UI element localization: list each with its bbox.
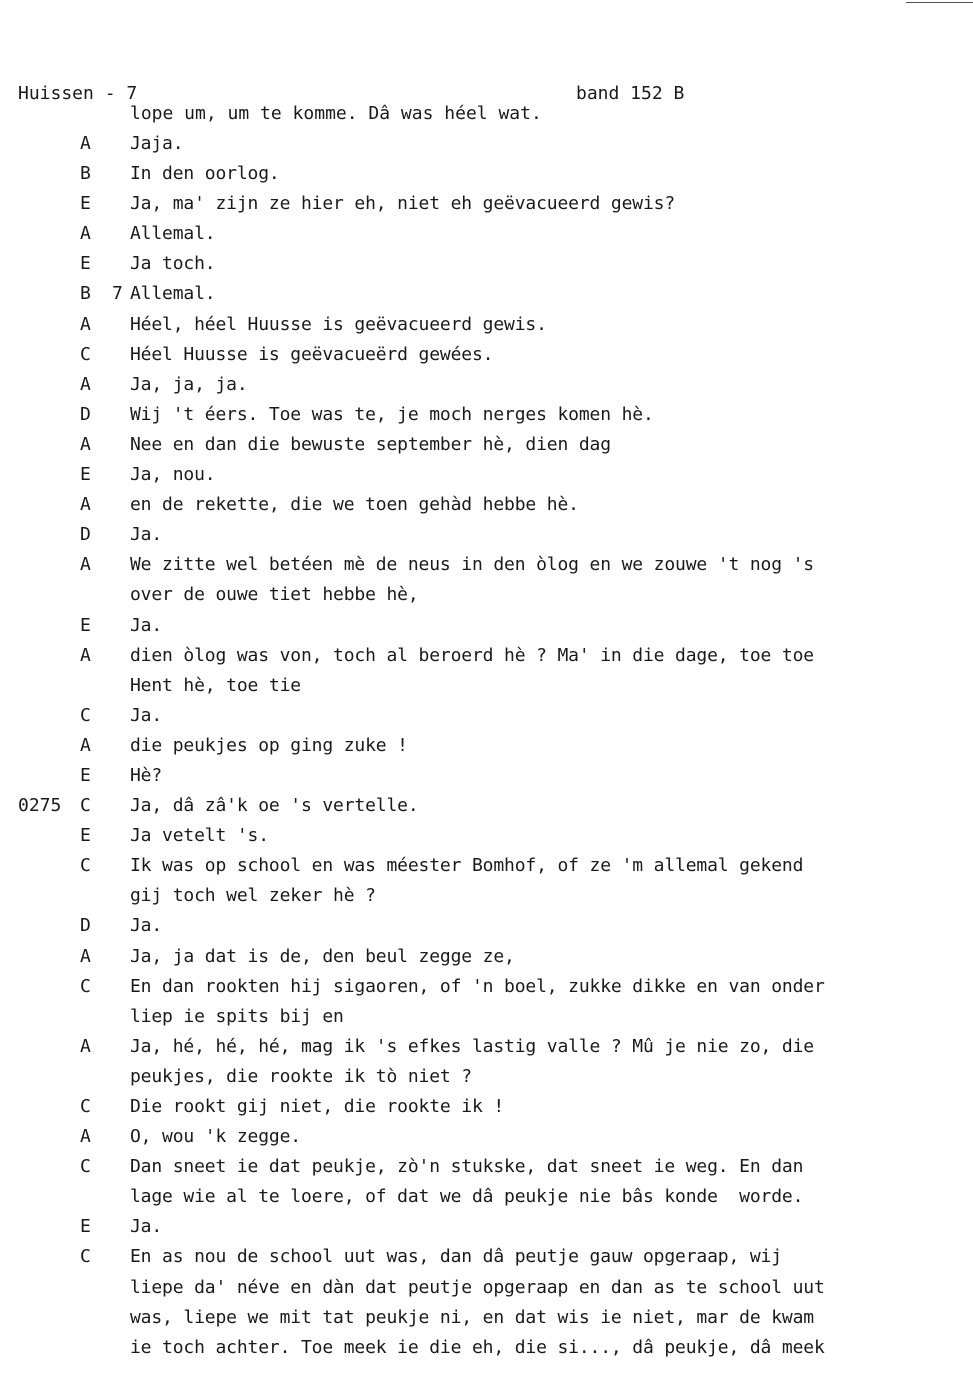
transcript-line: [0, 676, 973, 706]
utterance-text: lage wie al te loere, of dat we dâ peukje nie bâs konde worde.: [130, 1186, 804, 1208]
transcript-line: [0, 977, 973, 1007]
speaker-label: D: [80, 524, 91, 546]
transcript-line: [0, 796, 973, 826]
utterance-text: Ja.: [130, 1216, 163, 1238]
utterance-text: We zitte wel betéen mè de neus in den òlog en we zouwe 't nog 's: [130, 554, 814, 576]
transcript-line: [0, 435, 973, 465]
utterance-text: over de ouwe tiet hebbe hè,: [130, 584, 419, 606]
speaker-label: C: [80, 855, 91, 877]
utterance-text: Héel, héel Huusse is geëvacueerd gewis.: [130, 313, 547, 335]
speaker-label: A: [80, 945, 91, 967]
continuation-line: lope um, um te komme. Dâ was héel wat.: [130, 103, 542, 124]
speaker-label: E: [80, 253, 91, 275]
speaker-label: A: [80, 133, 91, 154]
utterance-text: Ja, ja dat is de, den beul zegge ze,: [130, 945, 515, 967]
transcript-line: [0, 315, 973, 345]
transcript-line: [0, 525, 973, 555]
transcript-line: [0, 134, 973, 164]
utterance-text: Ja, dâ zâ'k oe 's vertelle.: [130, 795, 419, 817]
transcript-line: [0, 405, 973, 435]
speaker-label: C: [80, 975, 91, 997]
top-rule: [906, 2, 973, 3]
speaker-label: E: [80, 825, 91, 847]
utterance-text: dien òlog was von, toch al beroerd hè ? Ma' in die dage, toe toe: [130, 644, 814, 666]
transcript-line: [0, 465, 973, 495]
transcript-line: [0, 1067, 973, 1097]
speaker-label: B: [80, 163, 91, 185]
header-title: Huissen - 7: [18, 83, 138, 104]
utterance-text: Héel Huusse is geëvacueërd gewées.: [130, 343, 494, 365]
transcript-line: [0, 1007, 973, 1037]
transcript-line: [0, 1278, 973, 1308]
utterance-text: Allemal.: [130, 283, 216, 305]
utterance-text: Allemal.: [130, 223, 216, 245]
transcript-line: [0, 164, 973, 194]
speaker-label: E: [80, 614, 91, 636]
speaker-label: A: [80, 313, 91, 335]
speaker-label: D: [80, 915, 91, 937]
transcript-line: [0, 1157, 973, 1187]
utterance-text: Ja toch.: [130, 253, 216, 275]
utterance-text: Ik was op school en was méester Bomhof, of ze 'm allemal gekend: [130, 855, 804, 877]
margin-mark: 7: [112, 283, 123, 305]
speaker-label: E: [80, 1216, 91, 1238]
utterance-text: O, wou 'k zegge.: [130, 1126, 301, 1148]
transcript-line: [0, 194, 973, 224]
transcript-line: [0, 947, 973, 977]
transcript-line: [0, 766, 973, 796]
speaker-label: E: [80, 193, 91, 215]
utterance-text: Ja.: [130, 915, 163, 937]
utterance-text: Wij 't éers. Toe was te, je moch nerges komen hè.: [130, 403, 654, 425]
speaker-label: A: [80, 1126, 91, 1148]
utterance-text: was, liepe we mit tat peukje ni, en dat wis ie niet, mar de kwam: [130, 1306, 814, 1328]
utterance-text: In den oorlog.: [130, 163, 280, 185]
header-tape-label: band 152 B: [576, 83, 685, 104]
speaker-label: A: [80, 223, 91, 245]
speaker-label: C: [80, 343, 91, 365]
transcript-line: [0, 616, 973, 646]
utterance-text: Hent hè, toe tie: [130, 674, 301, 696]
transcript-line: [0, 254, 973, 284]
line-counter: 0275: [18, 795, 62, 817]
transcript-line: [0, 585, 973, 615]
transcript-line: [0, 706, 973, 736]
utterance-text: Ja, ma' zijn ze hier eh, niet eh geëvacueerd gewis?: [130, 193, 676, 215]
speaker-label: C: [80, 795, 91, 817]
transcript-line: [0, 1217, 973, 1247]
transcript-line: [0, 375, 973, 405]
utterance-text: Jaja.: [130, 133, 184, 154]
transcript-line: [0, 1338, 973, 1368]
speaker-label: A: [80, 494, 91, 516]
transcript-line: [0, 886, 973, 916]
speaker-label: A: [80, 554, 91, 576]
utterance-text: Ja vetelt 's.: [130, 825, 269, 847]
utterance-text: ie toch achter. Toe meek ie die eh, die si..., dâ peukje, dâ meek: [130, 1336, 825, 1358]
transcript-line: [0, 345, 973, 375]
utterance-text: Ja.: [130, 524, 163, 546]
utterance-text: peukjes, die rookte ik tò niet ?: [130, 1065, 472, 1087]
transcript-line: [0, 555, 973, 585]
utterance-text: liepe da' néve en dàn dat peutje opgeraap en dan as te school uut: [130, 1276, 825, 1298]
utterance-text: Ja, ja, ja.: [130, 373, 248, 395]
utterance-text: Nee en dan die bewuste september hè, dien dag: [130, 433, 611, 455]
utterance-text: Ja.: [130, 704, 163, 726]
transcript-line: [0, 1097, 973, 1127]
utterance-text: en de rekette, die we toen gehàd hebbe hè.: [130, 494, 579, 516]
speaker-label: E: [80, 464, 91, 486]
speaker-label: C: [80, 704, 91, 726]
speaker-label: A: [80, 644, 91, 666]
transcript-line: [0, 495, 973, 525]
utterance-text: Hè?: [130, 764, 163, 786]
speaker-label: A: [80, 734, 91, 756]
utterance-text: Die rookt gij niet, die rookte ik !: [130, 1096, 505, 1117]
transcript-line: [0, 1187, 973, 1217]
transcript-line: [0, 736, 973, 766]
transcript-line: [0, 916, 973, 946]
utterance-text: gij toch wel zeker hè ?: [130, 885, 376, 907]
utterance-text: Ja, hé, hé, hé, mag ik 's efkes lastig valle ? Mû je nie zo, die: [130, 1035, 814, 1057]
utterance-text: Ja, nou.: [130, 464, 216, 486]
speaker-label: B: [80, 283, 91, 305]
speaker-label: E: [80, 764, 91, 786]
utterance-text: liep ie spits bij en: [130, 1005, 344, 1027]
transcript-line: [0, 1127, 973, 1157]
transcript-line: [0, 1308, 973, 1338]
speaker-label: A: [80, 433, 91, 455]
transcript-line: [0, 646, 973, 676]
speaker-label: C: [80, 1246, 91, 1268]
utterance-text: Dan sneet ie dat peukje, zò'n stukske, dat sneet ie weg. En dan: [130, 1156, 804, 1178]
speaker-label: A: [80, 1035, 91, 1057]
transcript-lines: [0, 134, 973, 1368]
utterance-text: En dan rookten hij sigaoren, of 'n boel, zukke dikke en van onder: [130, 975, 825, 997]
utterance-text: Ja.: [130, 614, 163, 636]
transcript-line: [0, 224, 973, 254]
utterance-text: die peukjes op ging zuke !: [130, 734, 408, 756]
transcript-line: [0, 826, 973, 856]
transcript-line: [0, 1247, 973, 1277]
utterance-text: En as nou de school uut was, dan dâ peutje gauw opgeraap, wij: [130, 1246, 782, 1268]
speaker-label: C: [80, 1156, 91, 1178]
transcript-line: [0, 284, 973, 314]
speaker-label: D: [80, 403, 91, 425]
speaker-label: A: [80, 373, 91, 395]
transcript-line: [0, 1037, 973, 1067]
transcript-line: [0, 856, 973, 886]
speaker-label: C: [80, 1096, 91, 1117]
